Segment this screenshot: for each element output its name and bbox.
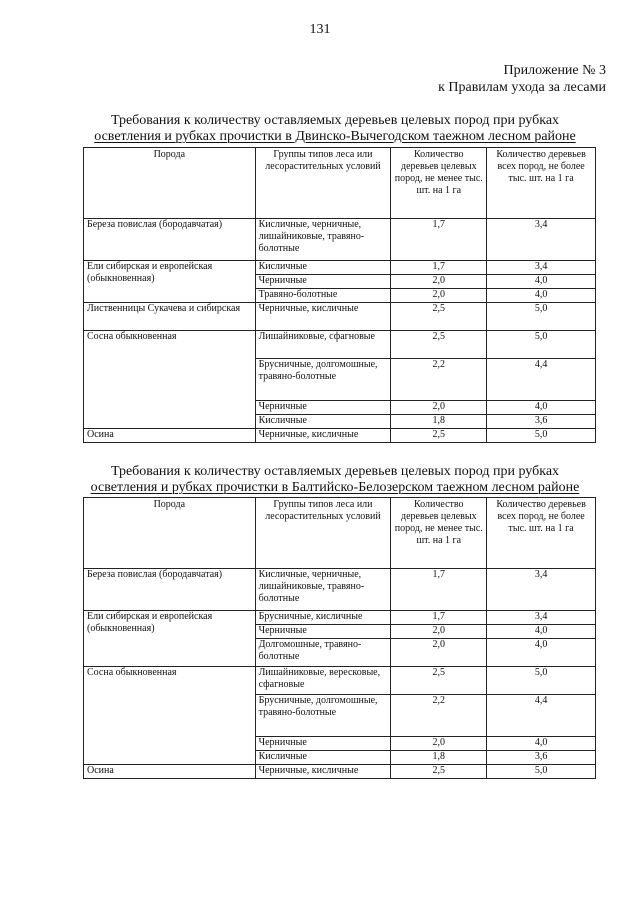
min-cell: 1,7: [391, 611, 487, 625]
species-cell: Сосна обыкновенная: [84, 667, 256, 765]
table1-title-line1: Требования к количеству оставляемых деревьев целевых пород при рубках: [110, 113, 560, 128]
group-cell: Брусничные, кисличные: [255, 611, 391, 625]
min-cell: 1,7: [391, 569, 487, 611]
max-cell: 4,0: [487, 401, 596, 415]
appendix-line2: к Правилам ухода за лесами: [438, 80, 606, 95]
max-cell: 4,0: [487, 639, 596, 667]
min-cell: 1,8: [391, 415, 487, 429]
table-row: [84, 331, 596, 359]
species-cell: Береза повислая (бородавчатая): [84, 569, 256, 611]
max-cell: 5,0: [487, 667, 596, 695]
group-cell: Травяно-болотные: [255, 289, 391, 303]
table-row: [84, 429, 596, 443]
min-cell: 2,5: [391, 331, 487, 359]
header-max-all: Количество деревьев всех пород, не более тыс. шт. на 1 га: [487, 498, 596, 569]
max-cell: 4,0: [487, 289, 596, 303]
max-cell: 5,0: [487, 303, 596, 331]
group-cell: Долгомошные, травяно-болотные: [255, 639, 391, 667]
group-cell: Черничные: [255, 401, 391, 415]
group-cell: Кисличные: [255, 261, 391, 275]
max-cell: 3,6: [487, 415, 596, 429]
table-row: [84, 611, 596, 625]
species-cell: Ели сибирская и европейская (обыкновенная): [84, 261, 256, 303]
header-min-target: Количество деревьев целевых пород, не менее тыс. шт. на 1 га: [391, 498, 487, 569]
group-cell: Черничные, кисличные: [255, 303, 391, 331]
group-cell: Черничные: [255, 737, 391, 751]
species-cell: Сосна обыкновенная: [84, 331, 256, 429]
header-min-target: Количество деревьев целевых пород, не менее тыс. шт. на 1 га: [391, 148, 487, 219]
min-cell: 2,0: [391, 275, 487, 289]
species-cell: Лиственницы Сукачева и сибирская: [84, 303, 256, 331]
appendix-reference: [438, 62, 606, 96]
group-cell: Лишайниковые, сфагновые: [255, 331, 391, 359]
header-max-all: Количество деревьев всех пород, не более тыс. шт. на 1 га: [487, 148, 596, 219]
group-cell: Кисличные: [255, 415, 391, 429]
species-cell: Осина: [84, 765, 256, 779]
table-row: [84, 219, 596, 261]
max-cell: 3,4: [487, 219, 596, 261]
group-cell: Кисличные: [255, 751, 391, 765]
max-cell: 4,0: [487, 275, 596, 289]
header-species: Порода: [84, 498, 256, 569]
appendix-line1: Приложение № 3: [503, 63, 606, 78]
min-cell: 2,5: [391, 303, 487, 331]
table1-title-line2: осветления и рубках прочистки в Двинско-Вычегодском таежном лесном районе: [94, 129, 576, 144]
table-row: [84, 261, 596, 275]
min-cell: 1,8: [391, 751, 487, 765]
group-cell: Кисличные, черничные, лишайниковые, травяно-болотные: [255, 219, 391, 261]
min-cell: 2,0: [391, 625, 487, 639]
group-cell: Лишайниковые, вересковые, сфагновые: [255, 667, 391, 695]
table1-header-row: [84, 148, 596, 219]
table-row: [84, 667, 596, 695]
min-cell: 2,2: [391, 359, 487, 401]
min-cell: 1,7: [391, 219, 487, 261]
group-cell: Черничные, кисличные: [255, 765, 391, 779]
table-row: [84, 765, 596, 779]
table1-title: [70, 113, 600, 145]
group-cell: Брусничные, долгомошные, травяно-болотные: [255, 359, 391, 401]
species-cell: Осина: [84, 429, 256, 443]
table2-title: [70, 464, 600, 496]
group-cell: Черничные, кисличные: [255, 429, 391, 443]
max-cell: 4,4: [487, 695, 596, 737]
group-cell: Кисличные, черничные, лишайниковые, травяно-болотные: [255, 569, 391, 611]
header-forest-group: Группы типов леса или лесорастительных условий: [255, 148, 391, 219]
table2-title-line1: Требования к количеству оставляемых деревьев целевых пород при рубках: [110, 464, 560, 479]
table2: [83, 497, 596, 779]
min-cell: 2,0: [391, 737, 487, 751]
table2-header-row: [84, 498, 596, 569]
max-cell: 4,0: [487, 737, 596, 751]
species-cell: Ели сибирская и европейская (обыкновенная): [84, 611, 256, 667]
species-cell: Береза повислая (бородавчатая): [84, 219, 256, 261]
min-cell: 2,0: [391, 401, 487, 415]
max-cell: 3,4: [487, 261, 596, 275]
table-row: [84, 569, 596, 611]
header-forest-group: Группы типов леса или лесорастительных условий: [255, 498, 391, 569]
min-cell: 1,7: [391, 261, 487, 275]
max-cell: 5,0: [487, 765, 596, 779]
max-cell: 3,4: [487, 569, 596, 611]
min-cell: 2,5: [391, 429, 487, 443]
min-cell: 2,2: [391, 695, 487, 737]
min-cell: 2,0: [391, 289, 487, 303]
max-cell: 5,0: [487, 429, 596, 443]
max-cell: 3,4: [487, 611, 596, 625]
group-cell: Черничные: [255, 275, 391, 289]
max-cell: 3,6: [487, 751, 596, 765]
table2-title-line2: осветления и рубках прочистки в Балтийско-Белозерском таежном лесном районе: [90, 480, 580, 495]
group-cell: Брусничные, долгомошные, травяно-болотные: [255, 695, 391, 737]
table1: [83, 147, 596, 443]
max-cell: 4,0: [487, 625, 596, 639]
min-cell: 2,5: [391, 765, 487, 779]
max-cell: 5,0: [487, 331, 596, 359]
group-cell: Черничные: [255, 625, 391, 639]
page-number: 131: [309, 22, 331, 37]
table-row: [84, 303, 596, 331]
min-cell: 2,0: [391, 639, 487, 667]
max-cell: 4,4: [487, 359, 596, 401]
header-species: Порода: [84, 148, 256, 219]
min-cell: 2,5: [391, 667, 487, 695]
